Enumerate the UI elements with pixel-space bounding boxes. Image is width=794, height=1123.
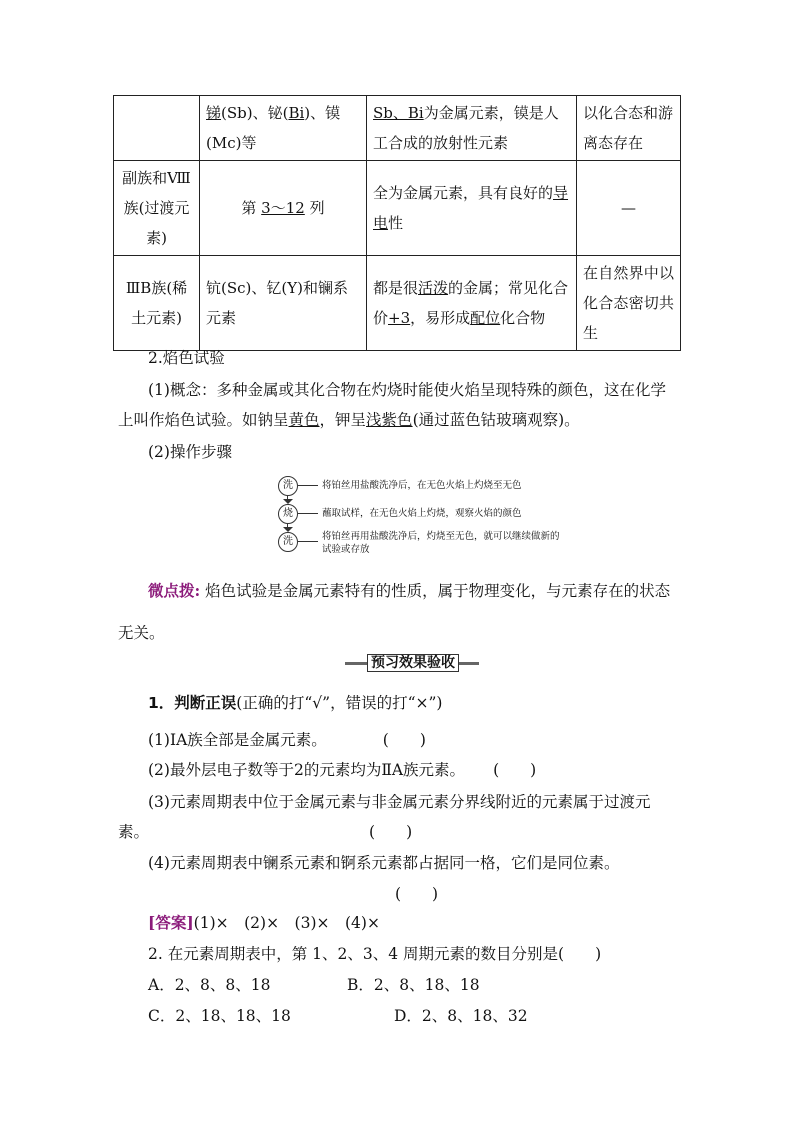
properties-cell xyxy=(367,256,577,351)
members-cell xyxy=(200,96,367,161)
answer-blank: ( ) xyxy=(395,885,439,903)
group-cell: 副族和Ⅷ族(过渡元素) xyxy=(114,161,200,256)
cell-text: 全为金属元素，具有良好的 xyxy=(373,184,554,202)
concept-text-c: (通过蓝色钴玻璃观察)。 xyxy=(412,411,580,429)
cell-text: 性 xyxy=(388,214,404,232)
q1-item-text: (2)最外层电子数等于2的元素均为ⅡA族元素。 xyxy=(148,761,466,779)
flow-step-text: 将铂丝用盐酸洗净后，在无色火焰上灼烧至无色 xyxy=(322,480,522,491)
underlined-text: 活泼 xyxy=(418,279,449,297)
underlined-text: +3 xyxy=(388,309,411,327)
cell-text: (Sb)、铋( xyxy=(221,104,289,122)
cell-text: 都是很 xyxy=(373,279,419,297)
answer-blank: ( ) xyxy=(369,823,413,841)
answer-label: [答案] xyxy=(148,913,194,932)
existence-cell: 以化合态和游离态存在 xyxy=(577,96,681,161)
tip-label: 微点拨: xyxy=(148,581,201,600)
underlined-text: 锑 xyxy=(206,104,222,122)
q1-item xyxy=(148,755,536,785)
cell-text: 为金属元素，镆是人工合成的放射性元素 xyxy=(373,104,559,152)
q1-title xyxy=(148,688,442,718)
answer-blank: ( ) xyxy=(493,761,537,779)
underlined-text: 导电 xyxy=(373,184,569,232)
q1-item-text: (1)ⅠA族全部是金属元素。 xyxy=(148,731,327,749)
q1-item xyxy=(148,848,619,878)
q2-option-a: A．2、8、8、18 xyxy=(148,976,271,994)
flame-test-concept xyxy=(118,375,680,435)
cell-text: 等 xyxy=(241,134,257,152)
group-cell xyxy=(114,96,200,161)
cell-text: 第 xyxy=(241,199,262,217)
properties-cell xyxy=(367,96,577,161)
potassium-color: 浅紫色 xyxy=(366,411,413,429)
flow-step-text: 蘸取试样，在无色火焰上灼烧，观察火焰的颜色 xyxy=(322,508,522,519)
q1-title-rest: (正确的打“√”，错误的打“×”) xyxy=(236,694,443,712)
q1-answer xyxy=(148,908,380,938)
flow-connector xyxy=(298,485,318,486)
q2-stem: 2. 在元素周期表中，第 1、2、3、4 周期元素的数目分别是( ) xyxy=(148,945,602,963)
cell-text: 列 xyxy=(304,199,325,217)
cell-text: 化合物 xyxy=(500,309,546,327)
group-cell: ⅢB族(稀土元素) xyxy=(114,256,200,351)
flow-node: 洗 xyxy=(278,476,298,496)
table-row xyxy=(114,256,681,351)
existence-cell: — xyxy=(577,161,681,256)
underlined-text: Sb、Bi xyxy=(373,104,424,122)
underlined-text: 3～12 xyxy=(261,199,305,217)
flame-test-flowchart xyxy=(278,474,578,556)
answer-text: (1)× (2)× (3)× (4)× xyxy=(193,914,380,932)
cell-text: 的金属；常见化合价 xyxy=(373,279,569,327)
members-cell xyxy=(200,161,367,256)
q2-option-c: C．2、18、18、18 xyxy=(148,1007,291,1025)
existence-cell: 在自然界中以化合态密切共生 xyxy=(577,256,681,351)
properties-cell xyxy=(367,161,577,256)
steps-heading: (2)操作步骤 xyxy=(148,443,232,461)
flow-connector xyxy=(298,513,318,514)
section-banner xyxy=(345,654,479,672)
table-row xyxy=(114,161,681,256)
underlined-text: Bi xyxy=(288,104,305,122)
element-groups-table xyxy=(113,95,681,351)
section-title: 预习效果验收 xyxy=(367,654,459,672)
table-row xyxy=(114,96,681,161)
tip-text: 焰色试验是金属元素特有的性质，属于物理变化，与元素存在的状态无关。 xyxy=(118,582,671,642)
q1-item-text: (4)元素周期表中镧系元素和锕系元素都占据同一格，它们是同位素。 xyxy=(148,854,620,872)
q1-item-text: (3)元素周期表中位于金属元素与非金属元素分界线附近的元素属于过渡元素。 xyxy=(118,793,651,841)
answer-blank: ( ) xyxy=(382,731,426,749)
concept-text-b: ，钾呈 xyxy=(319,411,367,429)
concept-text-a: (1)概念：多种金属或其化合物在灼烧时能使火焰呈现特殊的颜色，这在化学上叫作焰色试验。如钠呈 xyxy=(118,381,666,429)
underlined-text: 配位 xyxy=(470,309,501,327)
sodium-color: 黄色 xyxy=(288,411,320,429)
flow-node: 烧 xyxy=(278,504,298,524)
tip-paragraph xyxy=(118,570,680,654)
q1-item xyxy=(118,787,680,847)
cell-text: 钪(Sc)、钇(Y)和镧系元素 xyxy=(206,279,348,327)
cell-text: )、镆(Mc) xyxy=(206,104,341,152)
members-cell xyxy=(200,256,367,351)
flame-test-heading: 2.焰色试验 xyxy=(148,349,225,367)
q1-item xyxy=(148,725,426,755)
banner-bar-right xyxy=(457,662,479,665)
q2-option-b: B．2、8、18、18 xyxy=(347,976,480,994)
q1-title-bold: 1．判断正误 xyxy=(148,694,237,712)
cell-text: ，易形成 xyxy=(410,309,471,327)
flow-connector xyxy=(298,541,318,542)
q2-option-d: D．2、8、18、32 xyxy=(394,1007,528,1025)
flow-node: 洗 xyxy=(278,532,298,552)
banner-bar-left xyxy=(345,662,367,665)
flow-step-text: 将铂丝再用盐酸洗净后，灼烧至无色，就可以继续做新的试验或存放 xyxy=(322,531,560,555)
